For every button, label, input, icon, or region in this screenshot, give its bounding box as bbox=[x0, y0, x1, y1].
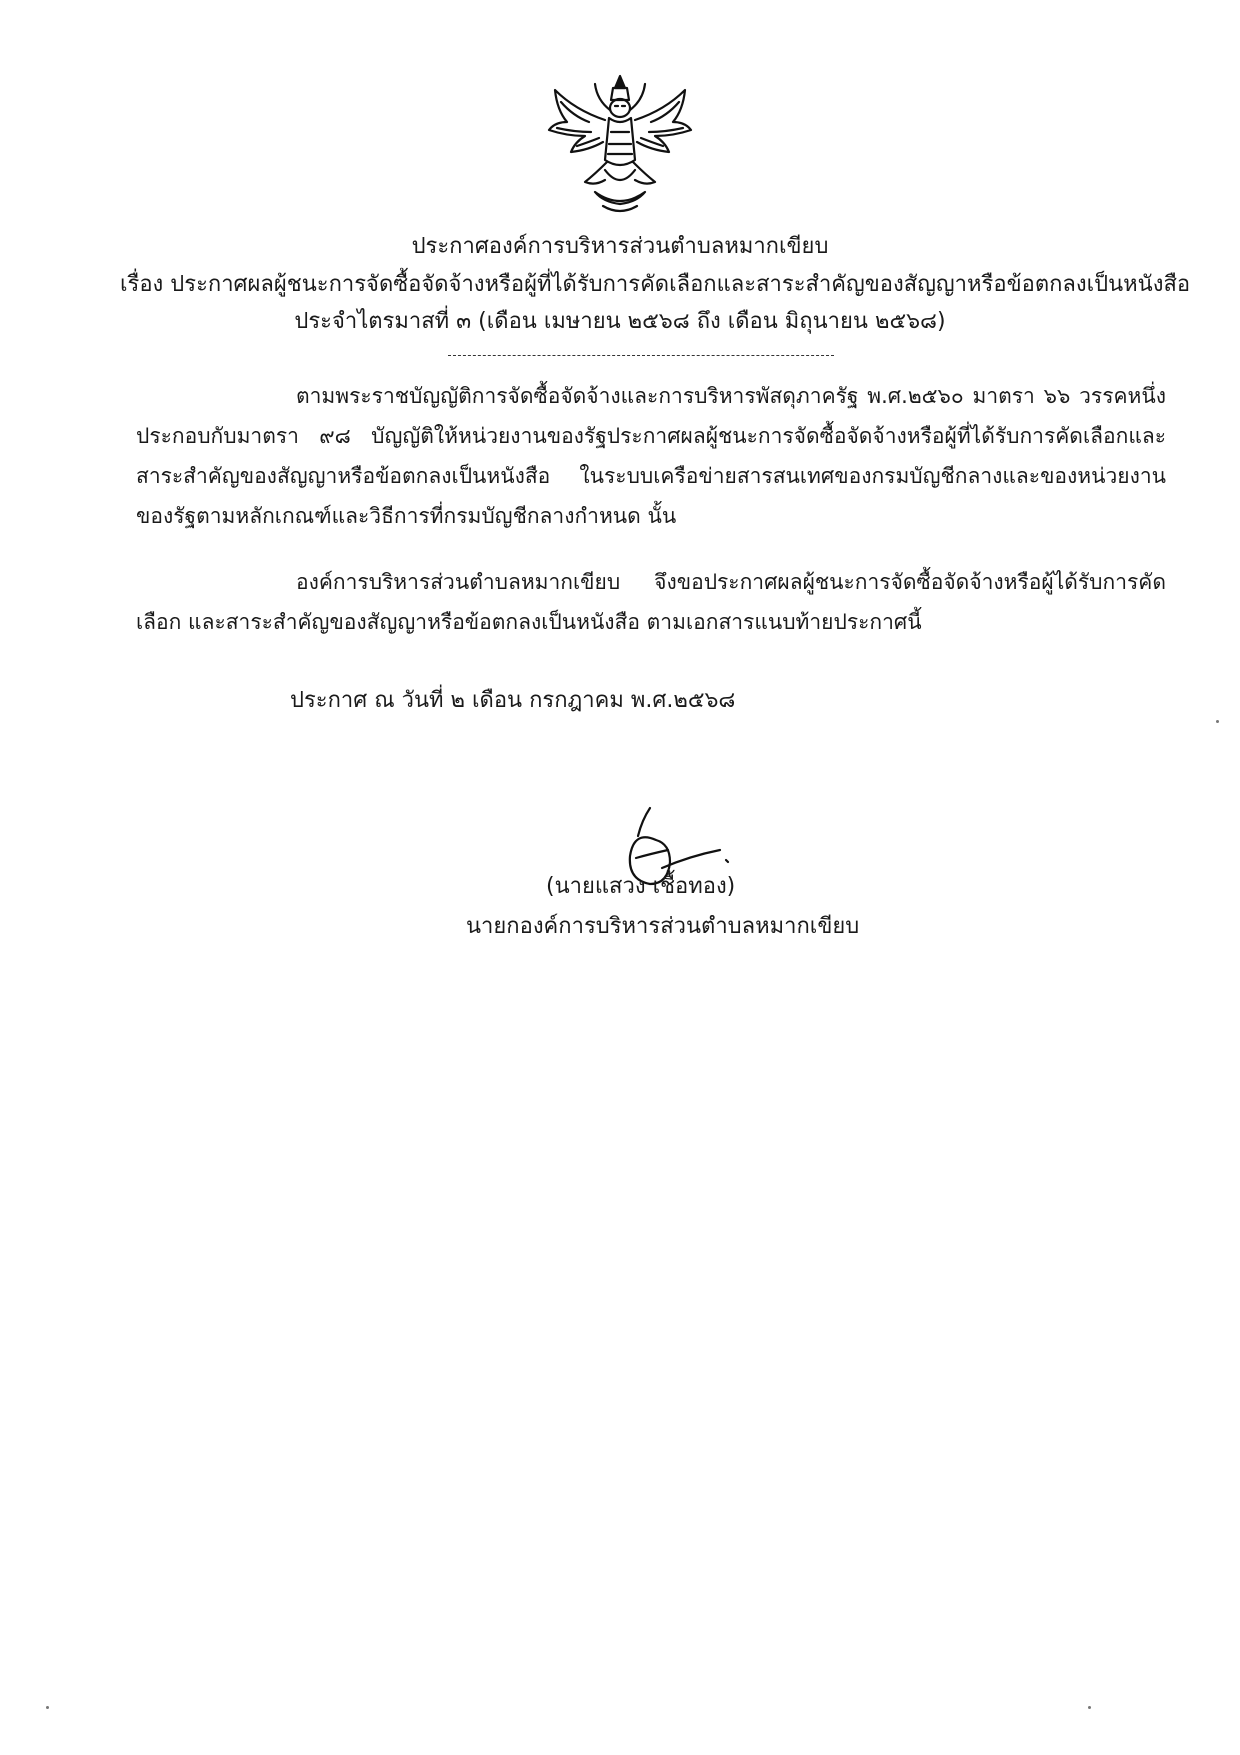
announcement-date: ประกาศ ณ วันที่ ๒ เดือน กรกฎาคม พ.ศ.๒๕๖๘ bbox=[290, 688, 736, 713]
scan-speck bbox=[46, 1706, 49, 1709]
announcement-period: ประจำไตรมาสที่ ๓ (เดือน เมษายน ๒๕๖๘ ถึง เดือน มิถุนายน ๒๕๖๘) bbox=[294, 309, 946, 334]
scan-speck bbox=[1088, 1706, 1091, 1709]
garuda-emblem-icon bbox=[545, 70, 695, 220]
signer-position: นายกองค์การบริหารส่วนตำบลหมากเขียบ bbox=[466, 914, 860, 939]
header-divider bbox=[448, 355, 834, 356]
scan-speck bbox=[1216, 720, 1219, 723]
body-paragraph-2: องค์การบริหารส่วนตำบลหมากเขียบ จึงขอประกาศผลผู้ชนะการจัดซื้อจัดจ้างหรือผู้ได้รับการคัดเลือก และสาระสำคัญของสัญญาหรือข้อตกลงเป็นหนังสือ ตามเอกสารแนบท้ายประกาศนี้ bbox=[136, 570, 1166, 634]
signer-name: (นายแสวง เชื้อทอง) bbox=[546, 874, 736, 899]
body-paragraph-1: ตามพระราชบัญญัติการจัดซื้อจัดจ้างและการบริหารพัสดุภาครัฐ พ.ศ.๒๕๖๐ มาตรา ๖๖ วรรคหนึ่ง ประกอบกับมาตรา ๙๘ บัญญัติให้หน่วยงานของรัฐประกาศผลผู้ชนะการจัดซื้อจัดจ้างหรือผู้ที่ได้รับการคัดเลือกและสาระสำคัญของสัญญาหรือข้อตกลงเป็นหนังสือ ในระบบเครือข่ายสารสนเทศของกรมบัญชีกลางและของหน่วยงานของรัฐตามหลักเกณฑ์และวิธีการที่กรมบัญชีกลางกำหนด นั้น bbox=[136, 384, 1166, 528]
announcement-title: ประกาศองค์การบริหารส่วนตำบลหมากเขียบ bbox=[411, 234, 829, 259]
announcement-subject: เรื่อง ประกาศผลผู้ชนะการจัดซื้อจัดจ้างหรือผู้ที่ได้รับการคัดเลือกและสาระสำคัญของสัญญาหรือข้อตกลงเป็นหนังสือ bbox=[120, 272, 1191, 297]
